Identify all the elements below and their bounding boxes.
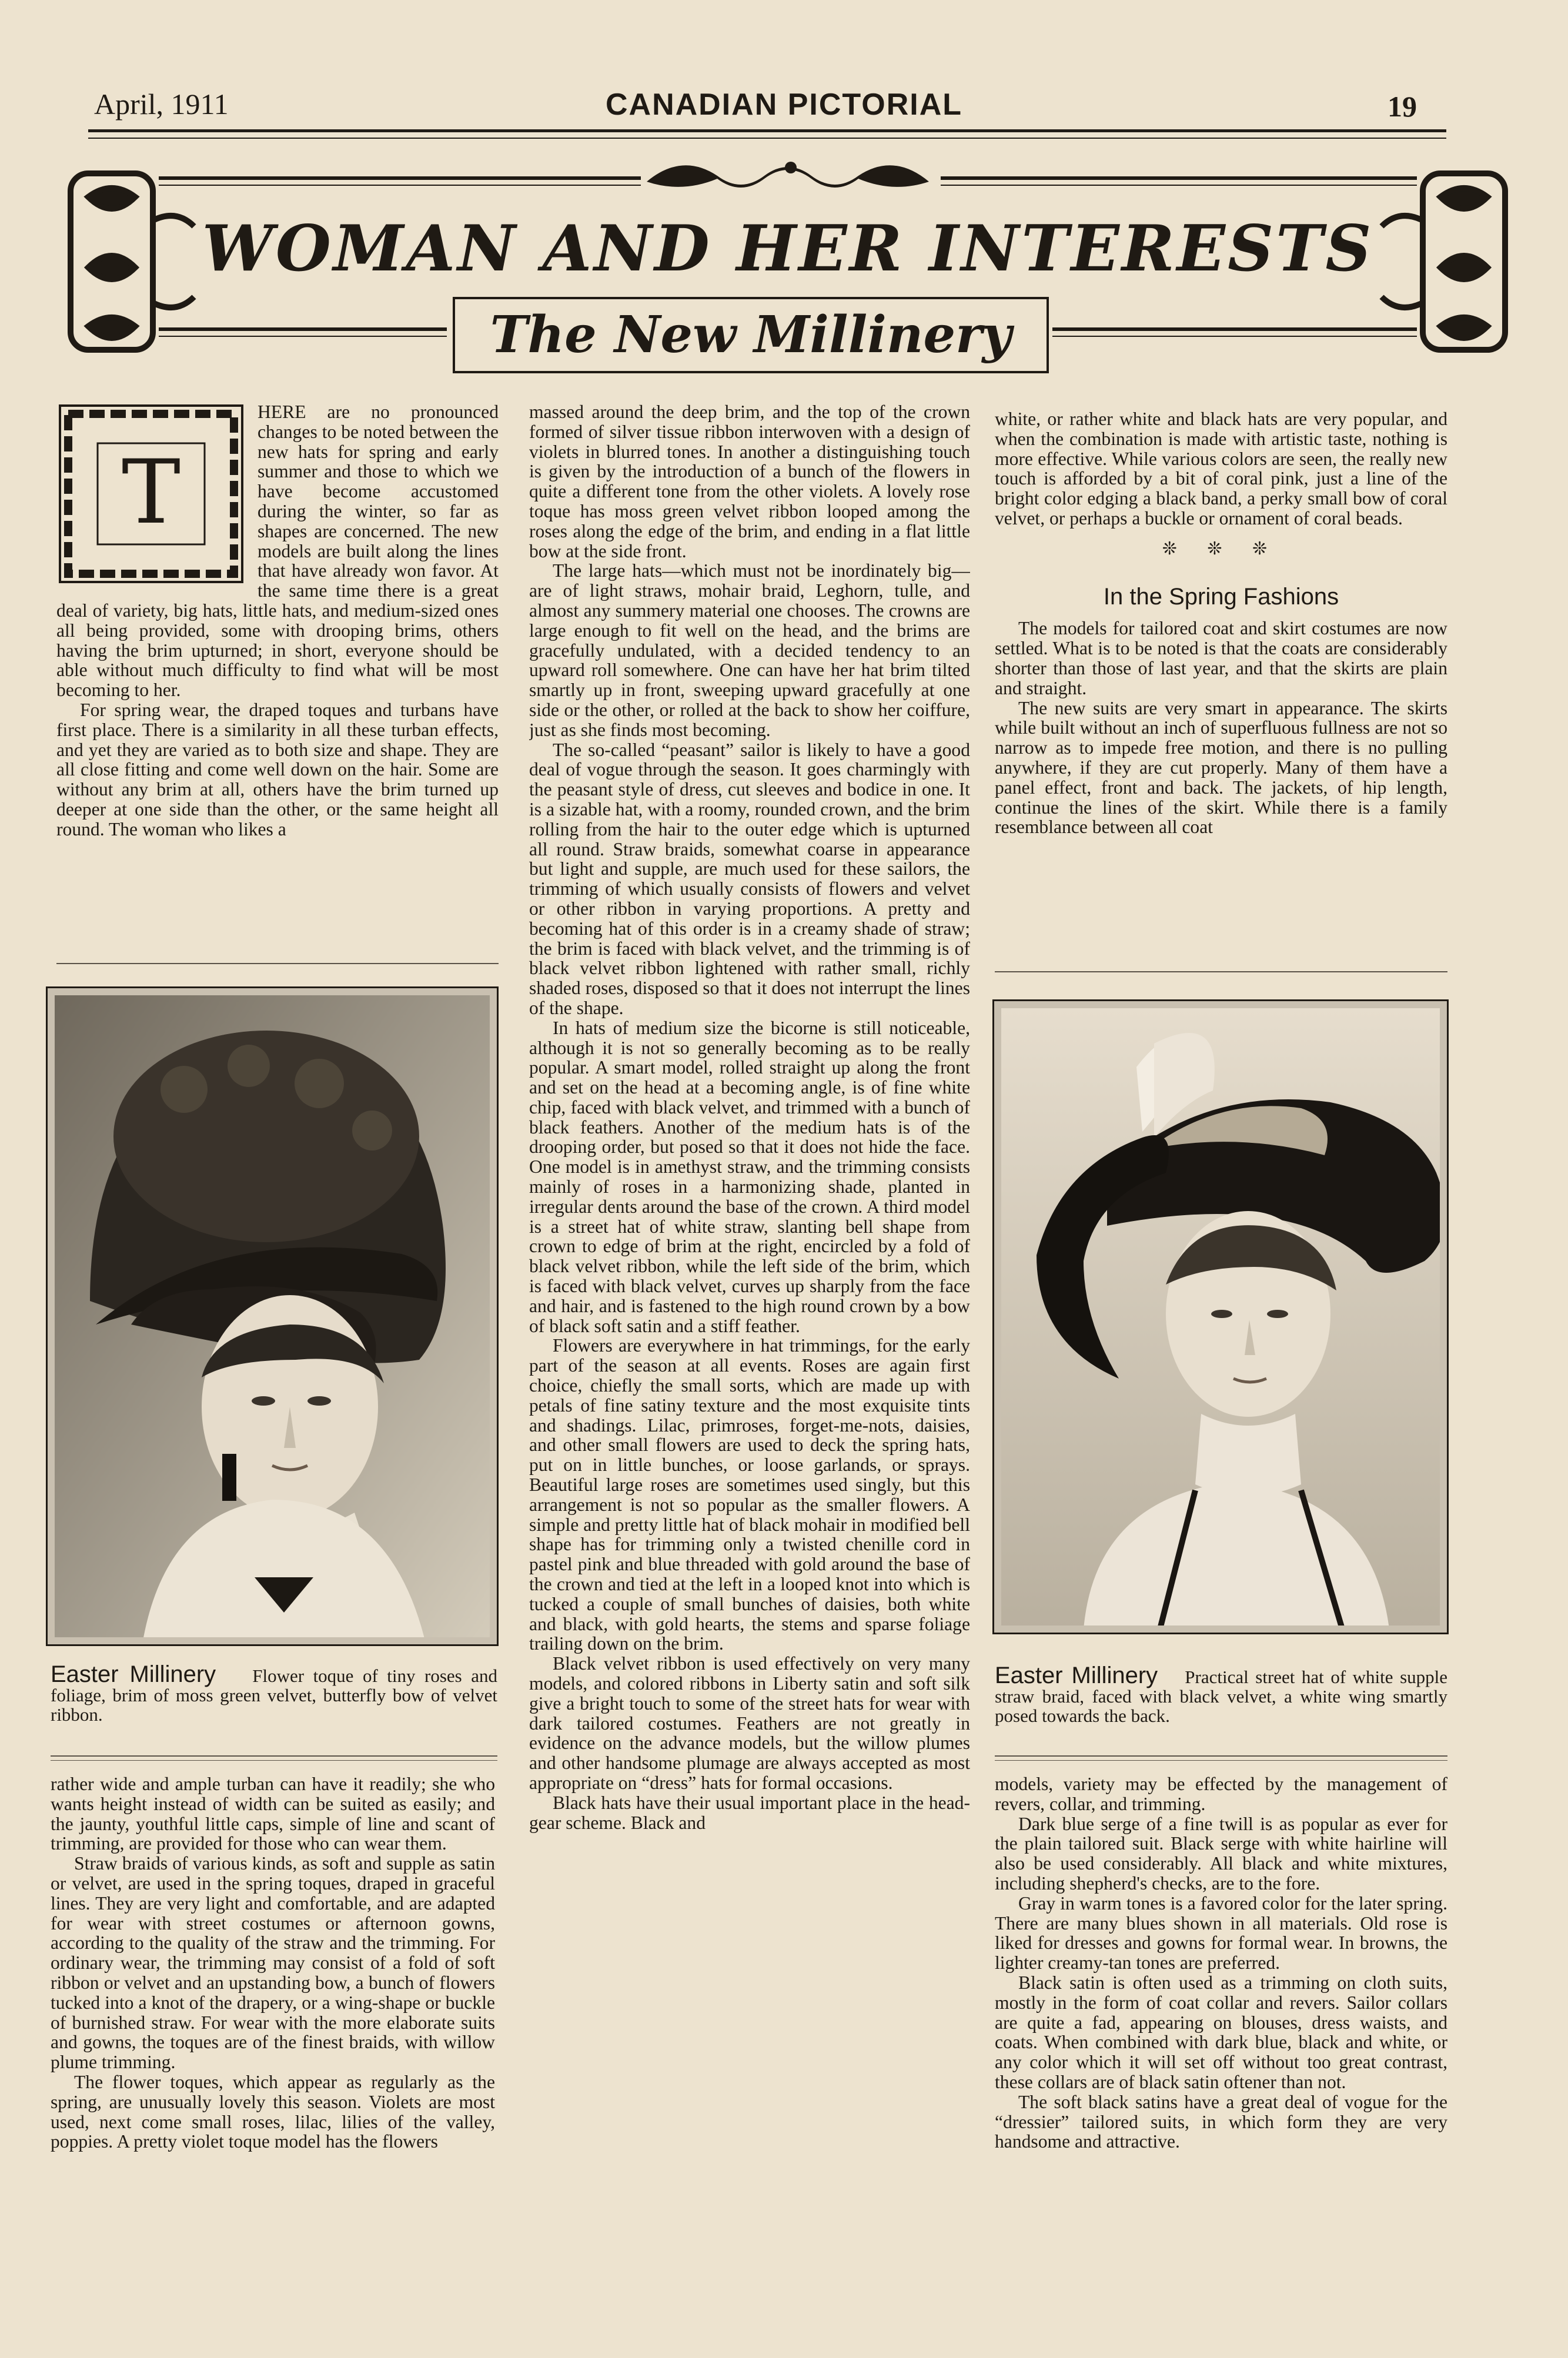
issue-date: April, 1911 — [94, 88, 229, 121]
article-paragraph: The large hats—which must not be inordinately big—are of light straws, mohair braid, Leghorn, tulle, and almost any summery material one chooses. The crowns are large enough to fit well on the head, and the brims are gracefully undulated, with a decided tendency to an upward roll somewhere. One can have her hat brim tilted smartly up in front, sweeping upward gracefully at one side or the other, or rolled at the back to show her coiffure, just as she finds most becoming. — [529, 560, 970, 740]
article-paragraph: white, or rather white and black hats are very popular, and when the combination is made with artistic taste, nothing is more effective. While various colors are seen, the really new touch is afforded by a bit of coral pink, just a line of the bright color edging a black band, a perky small bow of coral velvet, or perhaps a buckle or ornament of coral beads. — [995, 409, 1447, 529]
portrait-woman-street-hat — [1001, 1008, 1440, 1625]
caption-text: Practical street hat of white supple straw braid, faced with black velvet, a white wing smartly posed towards the back. — [995, 1667, 1448, 1726]
publication-name: CANADIAN PICTORIAL — [605, 88, 963, 122]
portrait-woman-flower-toque — [55, 995, 490, 1637]
caption-heading: Easter Millinery — [51, 1661, 216, 1687]
drop-cap — [56, 402, 246, 586]
section-heading: In the Spring Fashions — [1103, 583, 1339, 610]
photo-flower-toque — [46, 986, 499, 1646]
column-rule — [56, 963, 499, 964]
article-paragraph: The flower toques, which appear as regularly as the spring, are unusually lovely this season. Violets are most used, next come small roses, lilac, lilies of the valley, poppies. A pretty violet toque model has the flowers — [51, 2071, 495, 2152]
column-rule — [51, 1760, 497, 1761]
column-2 — [529, 402, 970, 2296]
article-paragraph: Black velvet ribbon is used effectively on very many models, and colored ribbons in Liberty satin and soft silk give a bright touch to some of the street hats for wear with dark tailored costumes. Feathers are not greatly in evidence on the advance models, but the willow plumes and other handsome plumage are always accepted as most appropriate on “dress” hats for formal occasions. — [529, 1653, 970, 1793]
page-number: 19 — [1388, 90, 1417, 123]
article-paragraph: The soft black satins have a great deal of vogue for the “dressier” tailored suits, in which form they are very handsome and attractive. — [995, 2091, 1447, 2152]
page-title: WOMAN AND HER INTERESTS — [202, 212, 1374, 286]
article-paragraph: models, variety may be effected by the management of revers, collar, and trimming. — [995, 1774, 1447, 1814]
article-paragraph: Gray in warm tones is a favored color for the later spring. There are many blues shown in all materials. Old rose is liked for dresses and gowns for formal wear. In browns, the lighter creamy-tan tones are preferred. — [995, 1892, 1447, 1974]
photo-street-hat — [992, 999, 1449, 1634]
column-3-top — [995, 409, 1447, 950]
column-3-bottom — [995, 1774, 1447, 2303]
column-rule — [995, 971, 1447, 972]
article-paragraph: Straw braids of various kinds, as soft and supple as satin or velvet, are used in the spring toques, draped in graceful lines. They are very light and comfortable, and are adapted for wear with street costumes or afternoon gowns, according to the quality of the straw and the trimming. For ordinary wear, the trimming may consist of a fold of soft ribbon or velvet and an upstanding bow, a bunch of flowers tucked into a knot of the drapery, or a wing-shape or buckle of burnished straw. For wear with the more elaborate suits and gowns, the toques are of the finest braids, with willow plume trimming. — [51, 1853, 495, 2073]
caption-right — [995, 1663, 1448, 1726]
article-paragraph: Black hats have their usual important place in the head-gear scheme. Black and — [529, 1792, 970, 1833]
article-paragraph: The new suits are very smart in appearance. The skirts while built without an inch of superfluous fullness are not so narrow as to impede free motion, and there is no pulling anywhere, if they are cut properly. Many of them have a panel effect, front and back. The jackets, of hip length, continue the lines of the skirt. While there is a family resemblance between all coat — [995, 697, 1447, 838]
article-paragraph: HERE are no pronounced changes to be noted between the new hats for spring and early summer and those to which we have become accustomed during the winter, so far as shapes are concerned. The new models are built along the lines that have already won favor. At the same time there is a great deal of variety, big hats, little hats, and medium-sized ones all being provided, some with drooping brims, others having the brim upturned; in short, everyone should be able without much difficulty to find what will be most becoming to her. — [56, 402, 499, 701]
article-paragraph: rather wide and ample turban can have it readily; she who wants height instead of width can be suited as easily; and the jaunty, youthful little caps, simple of line and scant of trimming, are provided for those who can wear them. — [51, 1774, 495, 1854]
left-scroll-ornament — [71, 173, 194, 350]
article-paragraph: In hats of medium size the bicorne is still noticeable, although it is not so generally becoming as to be really popular. A smart model, rolled straight up along the front and set on the head at a becoming angle, is of fine white chip, faced with black velvet, and trimmed with a bunch of black feathers. Another of the medium hats is of the drooping order, but posed so that it does not hide the face. One model is in amethyst straw, and the trimming consists mainly of roses in a harmonizing shade, planted in irregular dents around the base of the crown. A third model is a street hat of white straw, slanting bell shape from crown to edge of brim at the right, encircled by a fold of black velvet ribbon, while the left side of the brim, which is faced with black velvet, curves up sharply from the face and hair, and is fastened to the high round crown by a bow of black soft satin and a stiff feather. — [529, 1017, 970, 1336]
article-paragraph: Black satin is often used as a trimming on cloth suits, mostly in the form of coat collar and revers. Sailor collars are quite a fad, appearing on blouses, dress waists, and coats. When combined with dark blue, black and white, or any color which it will set off without too great contrast, these collars are of black satin oftener than not. — [995, 1972, 1447, 2092]
header-rule — [88, 129, 1446, 132]
section-divider-stars: ❊ ❊ ❊ — [1162, 539, 1281, 558]
article-paragraph: Dark blue serge of a fine twill is as popular as ever for the plain tailored suit. Black serge with white hairline will also be used considerably. All black and white mixtures, including shepherd's checks, are to the fore. — [995, 1813, 1447, 1894]
caption-text: Flower toque of tiny roses and foliage, brim of moss green velvet, butterfly bow of velvet ribbon. — [51, 1665, 498, 1725]
article-paragraph: The so-called “peasant” sailor is likely to have a good deal of vogue through the season. It goes charmingly with the peasant style of dress, cut sleeves and bodice in one. It is a sizable hat, with a roomy, rounded crown, and the brim rolling from the hair to the outer edge which is upturned all round. Straw braids, somewhat coarse in appearance but light and supple, are much used for these sailors, the trimming of which usually consists of flowers and velvet or other ribbon in varying proportions. A pretty and becoming hat of this order is in a creamy shade of straw; the brim is faced with black velvet, and the trimming is of black velvet ribbon lightened with rather small, richly shaded roses, disposed so that it does not interrupt the lines of the shape. — [529, 739, 970, 1018]
column-1-bottom — [51, 1774, 495, 2303]
column-rule — [995, 1760, 1447, 1761]
article-paragraph: Flowers are everywhere in hat trimmings, for the early part of the season at all events. Roses are again first choice, chiefly the small sorts, which are made up with petals of fine satiny texture and the most exquisite tints and shadings. Lilac, primroses, forget-me-nots, daisies, and other small flowers are used to deck the spring hats, put on in little bunches, or loose garlands, or sprays. Beautiful large roses are sometimes used singly, but this arrangement is not so popular as the smaller flowers. A simple and pretty little hat of black mohair in modified bell shape has for trimming only a twisted chenille cord in pastel pink and blue threaded with gold around the base of the crown and tied at the left in a looped knot into which is tucked a couple of small bunches of daisies, both white and black, with gold hearts, the stems and sparse foliage trailing down on the brim. — [529, 1335, 970, 1654]
caption-heading: Easter Millinery — [995, 1663, 1158, 1688]
right-scroll-ornament — [1382, 173, 1505, 350]
column-rule — [51, 1755, 497, 1757]
top-scroll-ornament — [647, 162, 929, 188]
article-subtitle: The New Millinery — [453, 297, 1049, 373]
header-rule-thin — [88, 138, 1446, 139]
drop-cap-letter: T — [121, 442, 181, 544]
column-rule — [995, 1755, 1447, 1757]
caption-left — [51, 1661, 498, 1725]
article-paragraph: The models for tailored coat and skirt costumes are now settled. What is to be noted is that the coats are considerably shorter than those of last year, and that the skirts are plain and straight. — [995, 618, 1447, 698]
article-paragraph: For spring wear, the draped toques and turbans have first place. There is a similarity in all these turban effects, and yet they are varied as to both size and shape. They are all close fitting and come well down on the hair. Some are without any brim at all, others have the brim turned up deeper at one side than the other, or the same height all round. The woman who likes a — [56, 699, 499, 839]
column-1-top — [56, 402, 499, 943]
article-paragraph: massed around the deep brim, and the top of the crown formed of silver tissue ribbon interwoven with a design of violets in blurred tones. In another a distinguishing touch is given by the introduction of a bunch of the flowers in quite a different tone from the other violets. A lovely rose toque has moss green velvet ribbon looped among the roses along the edge of the brim, and ending in a flat little bow at the side front. — [529, 402, 970, 561]
